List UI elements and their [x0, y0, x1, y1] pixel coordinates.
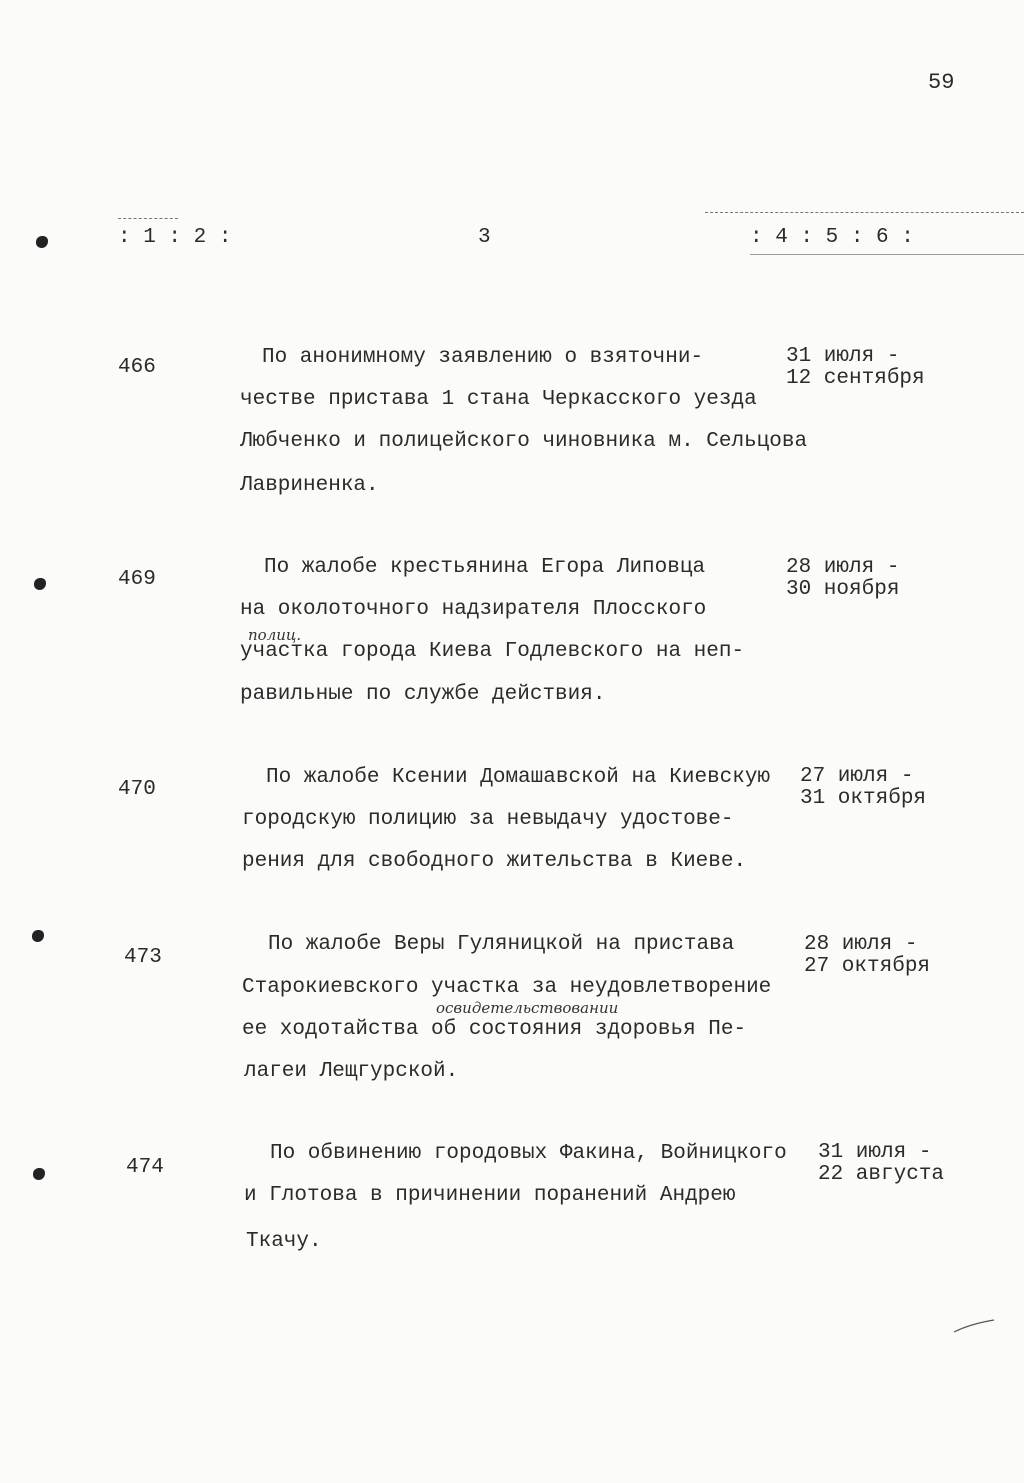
- entry-number: 470: [118, 778, 156, 801]
- punch-hole: [33, 1168, 45, 1180]
- handwritten-insertion: полиц.: [248, 626, 302, 644]
- date-end: 22 августа: [818, 1163, 945, 1186]
- date-end: 27 октября: [804, 955, 931, 978]
- handwritten-insertion: освидетельствовании: [436, 999, 619, 1017]
- entry-text-line: равильные по службе действия.: [240, 683, 606, 706]
- header-rule-right: [705, 212, 1024, 213]
- entry-text-line: лагеи Лещгурской.: [244, 1060, 459, 1083]
- date-end: 30 ноября: [786, 578, 900, 601]
- entry-text-line: По жалобе Веры Гуляницкой на пристава: [268, 933, 735, 956]
- entry-text-line: участка города Киева Годлевского на неп-: [240, 640, 745, 663]
- date-end: 31 октября: [800, 787, 927, 810]
- pen-mark: [950, 1316, 1000, 1336]
- entry-text-line: городскую полицию за невыдачу удостове-: [242, 808, 734, 831]
- date-start: 28 июля -: [786, 556, 900, 579]
- header-rule-left: [118, 218, 178, 219]
- entry-text-line: Лавриненка.: [240, 474, 379, 497]
- entry-text-line: Любченко и полицейского чиновника м. Сельцова: [240, 430, 808, 453]
- entry-text-line: на околоточного надзирателя Плосского: [240, 598, 707, 621]
- date-start: 31 июля -: [786, 345, 900, 368]
- entry-text-line: По обвинению городовых Факина, Войницкого: [270, 1142, 787, 1165]
- header-underline: [750, 254, 1024, 255]
- entry-text-line: и Глотова в причинении поранений Андрею: [244, 1184, 736, 1207]
- punch-hole: [36, 236, 48, 248]
- header-col-3: 3: [478, 226, 491, 249]
- entry-text-line: По жалобе крестьянина Егора Липовца: [264, 556, 706, 579]
- punch-hole: [34, 578, 46, 590]
- entry-text-line: честве пристава 1 стана Черкасского уезда: [240, 388, 757, 411]
- header-col-4-6: : 4 : 5 : 6 :: [750, 226, 914, 249]
- entry-number: 473: [124, 946, 162, 969]
- entry-text-line: рения для свободного жительства в Киеве.: [242, 850, 747, 873]
- entry-text-line: Ткачу.: [246, 1230, 322, 1253]
- date-start: 27 июля -: [800, 765, 914, 788]
- entry-text-line: Старокиевского участка за неудовлетворение: [242, 976, 772, 999]
- entry-text-line: По анонимному заявлению о взяточни-: [262, 346, 704, 369]
- date-end: 12 сентября: [786, 367, 925, 390]
- page-number: 59: [928, 70, 955, 95]
- header-col-1-2: : 1 : 2 :: [118, 226, 232, 249]
- entry-text-line: ее ходотайства об состояния здоровья Пе-: [242, 1018, 747, 1041]
- entry-number: 466: [118, 356, 156, 379]
- entry-number: 469: [118, 568, 156, 591]
- entry-number: 474: [126, 1156, 164, 1179]
- entry-text-line: По жалобе Ксении Домашавской на Киевскую: [266, 766, 771, 789]
- punch-hole: [32, 930, 44, 942]
- date-start: 28 июля -: [804, 933, 918, 956]
- date-start: 31 июля -: [818, 1141, 932, 1164]
